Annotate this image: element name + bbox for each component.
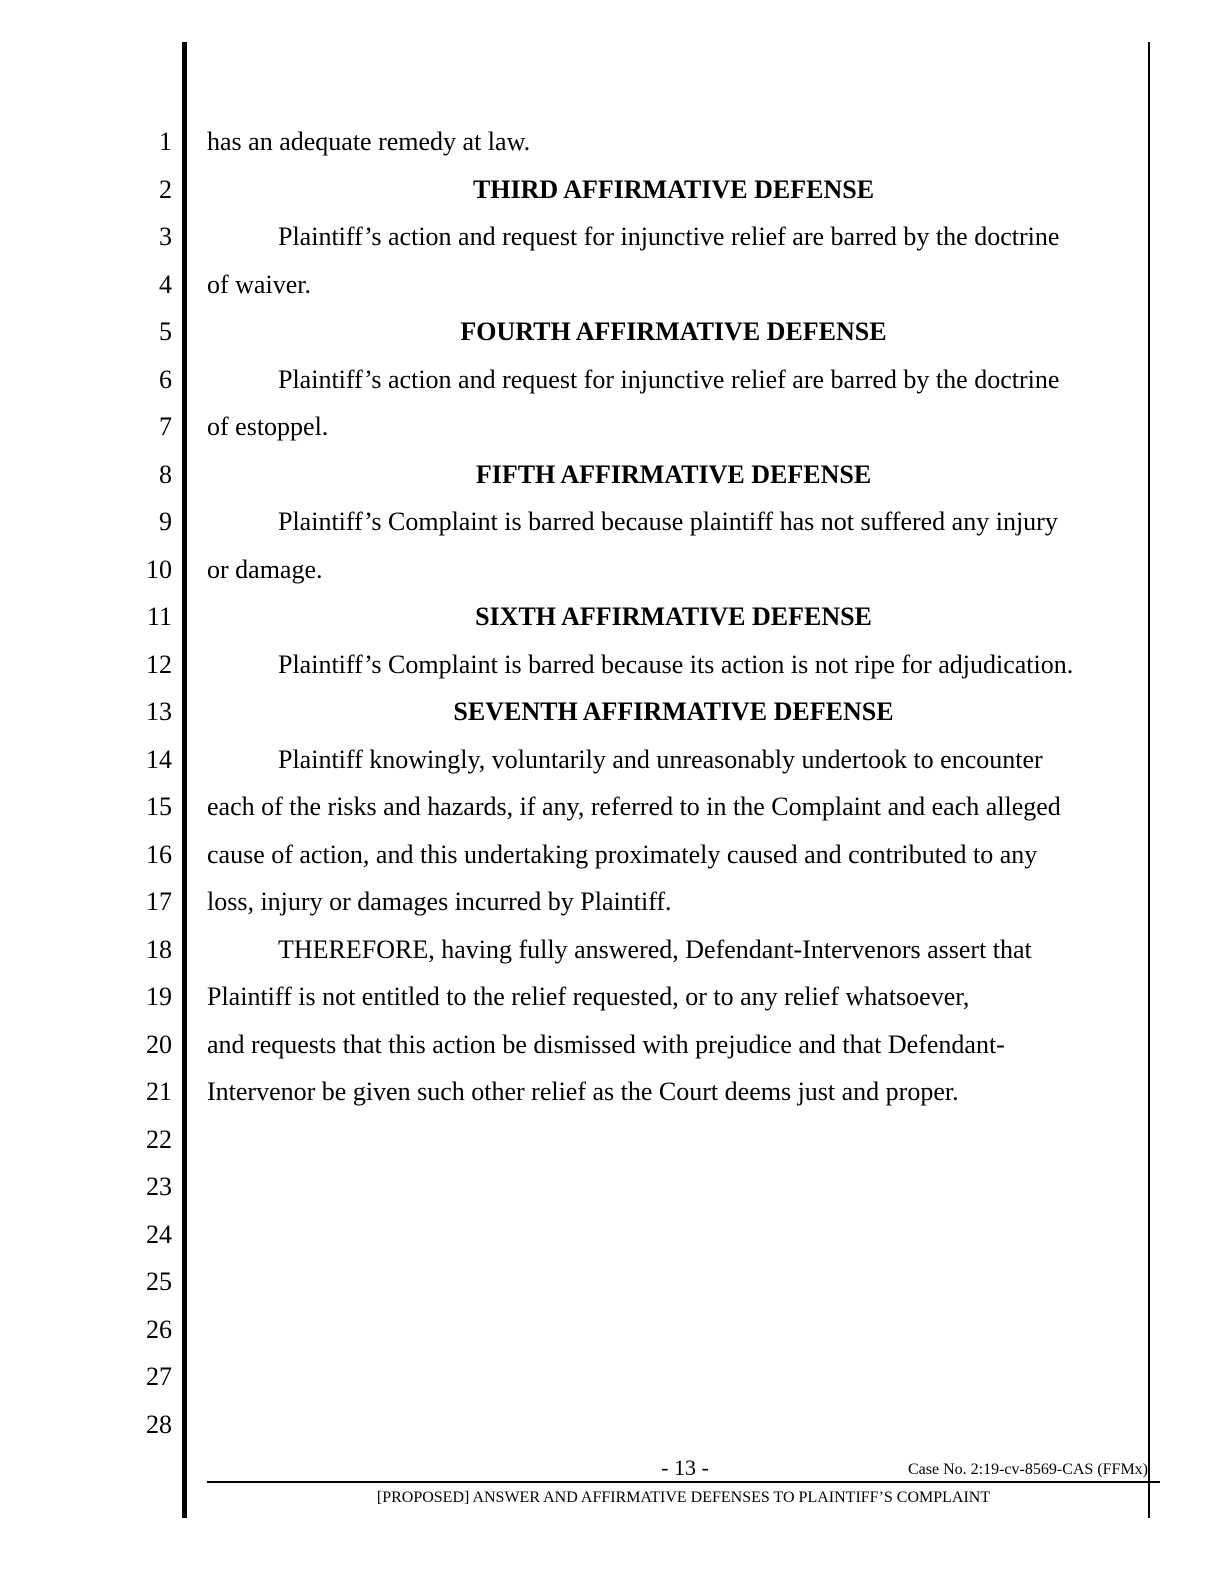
body-line: Intervenor be given such other relief as the Court deems just and proper. [207, 1077, 959, 1106]
line-number: 25 [146, 1267, 172, 1296]
line-number: 15 [146, 792, 172, 821]
section-heading-fourth-defense: FOURTH AFFIRMATIVE DEFENSE [460, 317, 887, 346]
pleading-body [207, 118, 1132, 1116]
line-number: 1 [159, 127, 172, 156]
line-number: 22 [146, 1124, 172, 1154]
body-line: of waiver. [207, 269, 311, 299]
line-number: 12 [146, 649, 172, 679]
body-line: cause of action, and this undertaking proximately caused and contributed to any [207, 839, 1038, 869]
right-margin-rule [1148, 42, 1150, 1518]
line-number: 2 [159, 174, 172, 204]
line-number: 19 [146, 982, 172, 1011]
body-line: loss, injury or damages incurred by Plaintiff. [207, 887, 672, 916]
body-line: Plaintiff’s action and request for injunctive relief are barred by the doctrine [278, 364, 1060, 394]
line-number: 11 [146, 602, 172, 631]
line-number: 20 [146, 1029, 172, 1059]
line-number: 24 [146, 1219, 172, 1249]
line-number: 8 [159, 459, 172, 489]
line-number: 26 [146, 1314, 172, 1344]
section-heading-fifth-defense: FIFTH AFFIRMATIVE DEFENSE [475, 459, 872, 489]
body-line: Plaintiff knowingly, voluntarily and unreasonably undertook to encounter [278, 744, 1043, 774]
body-line: Plaintiff’s Complaint is barred because its action is not ripe for adjudication. [278, 649, 1074, 679]
line-number: 10 [146, 554, 172, 584]
body-line: has an adequate remedy at law. [207, 127, 531, 156]
line-number: 7 [159, 412, 172, 441]
body-line: and requests that this action be dismissed with prejudice and that Defendant- [207, 1029, 1005, 1059]
line-number: 18 [146, 934, 172, 964]
body-line: each of the risks and hazards, if any, referred to in the Complaint and each alleged [207, 792, 1061, 821]
body-line: Plaintiff’s Complaint is barred because plaintiff has not suffered any injury [278, 507, 1058, 536]
line-number: 28 [146, 1409, 172, 1439]
line-number: 14 [146, 744, 172, 774]
line-number: 4 [159, 269, 172, 299]
line-number-column [100, 118, 172, 1448]
line-number: 17 [146, 887, 172, 916]
body-line: THEREFORE, having fully answered, Defendant-Intervenors assert that [278, 934, 1032, 964]
body-line: of estoppel. [207, 412, 329, 441]
section-heading-seventh-defense: SEVENTH AFFIRMATIVE DEFENSE [453, 697, 894, 726]
line-number: 23 [146, 1172, 172, 1201]
line-number: 9 [159, 507, 172, 536]
line-number: 16 [146, 839, 172, 869]
line-number: 5 [159, 317, 172, 346]
line-number: 6 [159, 364, 172, 394]
page-number: - 13 - [661, 1455, 709, 1480]
case-number: Case No. 2:19-cv-8569-CAS (FFMx) [908, 1461, 1148, 1478]
line-number: 3 [159, 222, 172, 251]
left-margin-rule [182, 42, 187, 1518]
line-number: 21 [146, 1077, 172, 1106]
body-line: Plaintiff’s action and request for injunctive relief are barred by the doctrine [278, 222, 1060, 251]
section-heading-third-defense: THIRD AFFIRMATIVE DEFENSE [472, 174, 875, 204]
line-number: 13 [146, 697, 172, 726]
footer-divider [207, 1481, 1160, 1483]
section-heading-sixth-defense: SIXTH AFFIRMATIVE DEFENSE [475, 602, 872, 631]
line-number: 27 [146, 1362, 172, 1391]
body-line: Plaintiff is not entitled to the relief requested, or to any relief whatsoever, [207, 982, 970, 1011]
body-line: or damage. [207, 554, 323, 584]
footer-document-title: [PROPOSED] ANSWER AND AFFIRMATIVE DEFENSES TO PLAINTIFF’S COMPLAINT [376, 1489, 991, 1506]
